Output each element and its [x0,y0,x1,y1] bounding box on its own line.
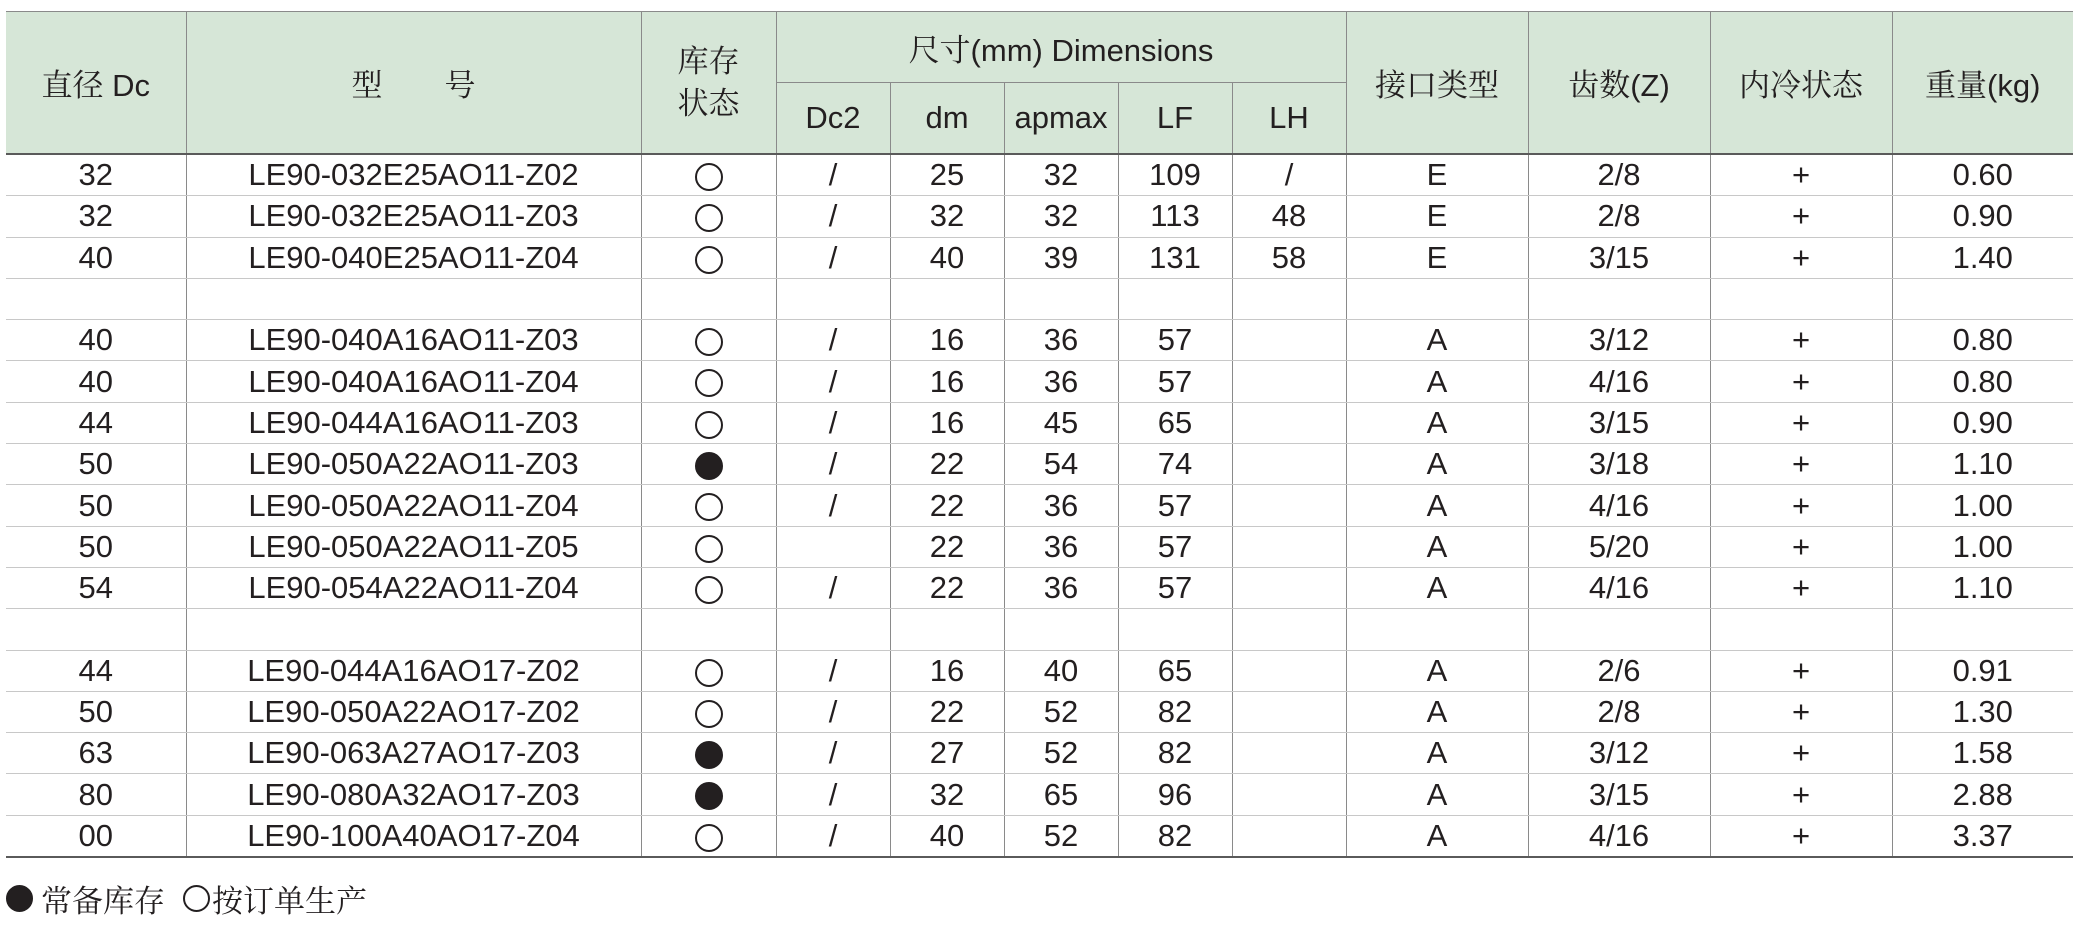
cell-weight: 1.10 [1892,567,2073,608]
cell-apmax: 40 [1004,650,1118,691]
cell-lf: 109 [1118,154,1232,196]
cell-lh [1232,526,1346,567]
cell-teeth: 4/16 [1528,567,1710,608]
cell-stock [641,609,776,650]
cell-dc2 [776,609,890,650]
cell-model: LE90-040A16AO11-Z04 [186,361,641,402]
cell-coolant: + [1710,485,1892,526]
cell-dc: 32 [6,196,186,237]
cell-dm: 22 [890,444,1004,485]
cell-interface [1346,609,1528,650]
table-row [6,444,2073,485]
filled-circle-icon [695,741,723,769]
cell-stock [641,815,776,857]
cell-dc2: / [776,774,890,815]
cell-interface: A [1346,361,1528,402]
cell-lf: 74 [1118,444,1232,485]
cell-lh: 58 [1232,237,1346,278]
cell-stock [641,774,776,815]
open-circle-icon [695,369,723,397]
header-weight: 重量(kg) [1892,12,2073,155]
cell-dc2: / [776,815,890,857]
cell-dc2: / [776,237,890,278]
legend-item-made-to-order [183,876,367,921]
cell-dm: 16 [890,320,1004,361]
cell-dc2: / [776,650,890,691]
cell-stock [641,485,776,526]
cell-lh [1232,774,1346,815]
cell-teeth: 4/16 [1528,485,1710,526]
table-row [6,650,2073,691]
cell-teeth: 4/16 [1528,815,1710,857]
cell-apmax: 39 [1004,237,1118,278]
cell-stock [641,733,776,774]
table-row [6,320,2073,361]
open-circle-icon [695,204,723,232]
header-lf: LF [1118,83,1232,155]
cell-coolant: + [1710,444,1892,485]
cell-lf: 96 [1118,774,1232,815]
cell-stock [641,237,776,278]
cell-lf: 65 [1118,650,1232,691]
cell-stock [641,444,776,485]
cell-apmax: 52 [1004,733,1118,774]
cell-lh: 48 [1232,196,1346,237]
cell-weight: 3.37 [1892,815,2073,857]
cell-model: LE90-050A22AO11-Z04 [186,485,641,526]
cell-stock [641,526,776,567]
cell-model: LE90-080A32AO17-Z03 [186,774,641,815]
cell-dm: 27 [890,733,1004,774]
cell-teeth: 2/8 [1528,154,1710,196]
cell-dc: 40 [6,320,186,361]
cell-apmax [1004,278,1118,319]
cell-weight: 0.90 [1892,402,2073,443]
cell-interface: A [1346,691,1528,732]
table-row [6,815,2073,857]
header-stock-status [641,12,776,155]
cell-teeth: 3/12 [1528,320,1710,361]
cell-dm [890,609,1004,650]
cell-dm: 16 [890,402,1004,443]
cell-dc: 50 [6,485,186,526]
table-row [6,237,2073,278]
cell-model: LE90-054A22AO11-Z04 [186,567,641,608]
cell-apmax: 32 [1004,196,1118,237]
cell-interface: A [1346,485,1528,526]
cell-teeth: 3/15 [1528,774,1710,815]
cell-dm: 16 [890,361,1004,402]
cell-coolant: + [1710,154,1892,196]
cell-dm [890,278,1004,319]
cell-dc: 32 [6,154,186,196]
cell-dc2: / [776,361,890,402]
table-row [6,609,2073,650]
open-circle-icon [695,493,723,521]
cell-model [186,609,641,650]
cell-lh [1232,278,1346,319]
open-circle-icon [695,576,723,604]
cell-lf [1118,609,1232,650]
cell-model: LE90-032E25AO11-Z03 [186,196,641,237]
cell-lh [1232,361,1346,402]
cell-lf: 57 [1118,320,1232,361]
cell-model: LE90-050A22AO17-Z02 [186,691,641,732]
cell-lf: 113 [1118,196,1232,237]
cell-teeth: 2/8 [1528,691,1710,732]
cell-dc: 40 [6,237,186,278]
cell-lh [1232,444,1346,485]
cell-model [186,278,641,319]
header-interface: 接口类型 [1346,12,1528,155]
cell-coolant: + [1710,320,1892,361]
cell-dc: 40 [6,361,186,402]
table-row [6,196,2073,237]
cell-stock [641,320,776,361]
cell-stock [641,154,776,196]
header-coolant: 内冷状态 [1710,12,1892,155]
cell-dc2: / [776,733,890,774]
cell-model: LE90-063A27AO17-Z03 [186,733,641,774]
cell-interface: A [1346,402,1528,443]
cell-interface: E [1346,154,1528,196]
header-dc2: Dc2 [776,83,890,155]
header-dm: dm [890,83,1004,155]
table-row [6,402,2073,443]
cell-teeth: 2/8 [1528,196,1710,237]
cell-dc2: / [776,567,890,608]
cell-lf: 82 [1118,815,1232,857]
cell-apmax: 36 [1004,526,1118,567]
cell-dc2: / [776,444,890,485]
cell-lh [1232,609,1346,650]
cell-coolant: + [1710,402,1892,443]
cell-dm: 22 [890,567,1004,608]
filled-circle-icon [695,782,723,810]
cell-dm: 22 [890,485,1004,526]
legend-label-in-stock: 常备库存 [41,884,165,919]
cell-coolant: + [1710,774,1892,815]
cell-weight: 1.40 [1892,237,2073,278]
cell-model: LE90-100A40AO17-Z04 [186,815,641,857]
cell-apmax: 32 [1004,154,1118,196]
cell-model: LE90-050A22AO11-Z03 [186,444,641,485]
cell-dc2: / [776,154,890,196]
cell-dc: 63 [6,733,186,774]
filled-circle-icon [695,452,723,480]
cell-weight [1892,278,2073,319]
cell-apmax: 65 [1004,774,1118,815]
header-teeth: 齿数(Z) [1528,12,1710,155]
cell-lf: 57 [1118,526,1232,567]
cell-coolant: + [1710,361,1892,402]
table-row [6,485,2073,526]
cell-lf: 82 [1118,691,1232,732]
cell-interface: A [1346,650,1528,691]
open-circle-icon [183,885,210,912]
cell-stock [641,278,776,319]
cell-dc [6,278,186,319]
cell-coolant: + [1710,567,1892,608]
cell-teeth: 3/15 [1528,237,1710,278]
cell-weight: 0.80 [1892,361,2073,402]
cell-teeth: 3/12 [1528,733,1710,774]
cell-dc: 50 [6,444,186,485]
cell-lf: 57 [1118,485,1232,526]
cell-coolant: + [1710,526,1892,567]
cell-dc2: / [776,196,890,237]
cell-lh [1232,567,1346,608]
open-circle-icon [695,328,723,356]
cell-apmax [1004,609,1118,650]
table-row [6,691,2073,732]
header-stock-line2: 状态 [677,85,740,121]
cell-dc: 80 [6,774,186,815]
cell-interface: E [1346,237,1528,278]
cell-dm: 32 [890,774,1004,815]
cell-model: LE90-040E25AO11-Z04 [186,237,641,278]
cell-model: LE90-050A22AO11-Z05 [186,526,641,567]
cell-dc2: / [776,402,890,443]
cell-stock [641,361,776,402]
cell-lh [1232,650,1346,691]
cell-lf: 65 [1118,402,1232,443]
stock-legend [6,876,385,921]
cell-dc: 44 [6,650,186,691]
spec-table [6,11,2073,858]
cell-apmax: 36 [1004,485,1118,526]
table-row [6,526,2073,567]
table-row [6,567,2073,608]
open-circle-icon [695,246,723,274]
cell-dm: 16 [890,650,1004,691]
header-dimensions: 尺寸(mm) Dimensions [776,12,1346,83]
cell-dm: 25 [890,154,1004,196]
cell-coolant [1710,278,1892,319]
cell-model: LE90-040A16AO11-Z03 [186,320,641,361]
cell-dm: 22 [890,526,1004,567]
header-lh: LH [1232,83,1346,155]
header-model: 型 号 [186,12,641,155]
cell-dc2 [776,526,890,567]
open-circle-icon [695,824,723,852]
table-row [6,154,2073,196]
cell-lh [1232,691,1346,732]
table-row [6,278,2073,319]
cell-teeth: 3/18 [1528,444,1710,485]
cell-dc2: / [776,320,890,361]
open-circle-icon [695,659,723,687]
cell-stock [641,567,776,608]
table-row [6,733,2073,774]
cell-teeth: 2/6 [1528,650,1710,691]
legend-label-made-to-order: 按订单生产 [212,884,367,919]
cell-dc: 50 [6,526,186,567]
cell-lh: / [1232,154,1346,196]
cell-dc: 54 [6,567,186,608]
cell-weight: 2.88 [1892,774,2073,815]
open-circle-icon [695,700,723,728]
cell-weight: 1.10 [1892,444,2073,485]
cell-dc: 44 [6,402,186,443]
legend-item-in-stock [6,876,165,921]
cell-dm: 22 [890,691,1004,732]
open-circle-icon [695,411,723,439]
cell-coolant: + [1710,815,1892,857]
cell-weight: 1.00 [1892,485,2073,526]
table-header [6,12,2073,155]
cell-teeth: 3/15 [1528,402,1710,443]
table-row [6,774,2073,815]
cell-lf: 57 [1118,567,1232,608]
cell-lf: 82 [1118,733,1232,774]
cell-interface: A [1346,733,1528,774]
cell-interface: A [1346,567,1528,608]
header-diameter: 直径 Dc [6,12,186,155]
cell-apmax: 54 [1004,444,1118,485]
cell-dc [6,609,186,650]
cell-apmax: 36 [1004,567,1118,608]
table-body [6,154,2073,857]
cell-interface [1346,278,1528,319]
cell-interface: A [1346,526,1528,567]
cell-lh [1232,485,1346,526]
cell-coolant: + [1710,196,1892,237]
filled-circle-icon [6,885,33,912]
cell-lf: 131 [1118,237,1232,278]
cell-coolant [1710,609,1892,650]
cell-lh [1232,402,1346,443]
cell-teeth: 5/20 [1528,526,1710,567]
cell-weight: 0.80 [1892,320,2073,361]
cell-weight: 0.60 [1892,154,2073,196]
cell-apmax: 52 [1004,691,1118,732]
cell-apmax: 36 [1004,361,1118,402]
cell-coolant: + [1710,237,1892,278]
cell-model: LE90-032E25AO11-Z02 [186,154,641,196]
cell-interface: A [1346,320,1528,361]
cell-model: LE90-044A16AO17-Z02 [186,650,641,691]
cell-weight: 1.30 [1892,691,2073,732]
cell-dm: 32 [890,196,1004,237]
cell-coolant: + [1710,691,1892,732]
cell-weight: 1.00 [1892,526,2073,567]
cell-dc2: / [776,691,890,732]
cell-teeth [1528,278,1710,319]
header-apmax: apmax [1004,83,1118,155]
cell-apmax: 52 [1004,815,1118,857]
cell-teeth: 4/16 [1528,361,1710,402]
cell-interface: A [1346,815,1528,857]
cell-lh [1232,320,1346,361]
cell-lf: 57 [1118,361,1232,402]
cell-dc: 50 [6,691,186,732]
cell-dc2 [776,278,890,319]
cell-model: LE90-044A16AO11-Z03 [186,402,641,443]
cell-weight [1892,609,2073,650]
cell-weight: 0.91 [1892,650,2073,691]
cell-teeth [1528,609,1710,650]
cell-lh [1232,815,1346,857]
cell-apmax: 36 [1004,320,1118,361]
cell-coolant: + [1710,650,1892,691]
cell-interface: A [1346,444,1528,485]
cell-dm: 40 [890,815,1004,857]
cell-stock [641,691,776,732]
cell-lf [1118,278,1232,319]
cell-lh [1232,733,1346,774]
open-circle-icon [695,535,723,563]
cell-coolant: + [1710,733,1892,774]
cell-stock [641,650,776,691]
cell-apmax: 45 [1004,402,1118,443]
cell-interface: E [1346,196,1528,237]
cell-dc: 00 [6,815,186,857]
cell-weight: 1.58 [1892,733,2073,774]
cell-weight: 0.90 [1892,196,2073,237]
cell-dc2: / [776,485,890,526]
table-row [6,361,2073,402]
cell-interface: A [1346,774,1528,815]
cell-stock [641,196,776,237]
header-stock-line1: 库存 [677,43,740,79]
open-circle-icon [695,163,723,191]
cell-dm: 40 [890,237,1004,278]
cell-stock [641,402,776,443]
